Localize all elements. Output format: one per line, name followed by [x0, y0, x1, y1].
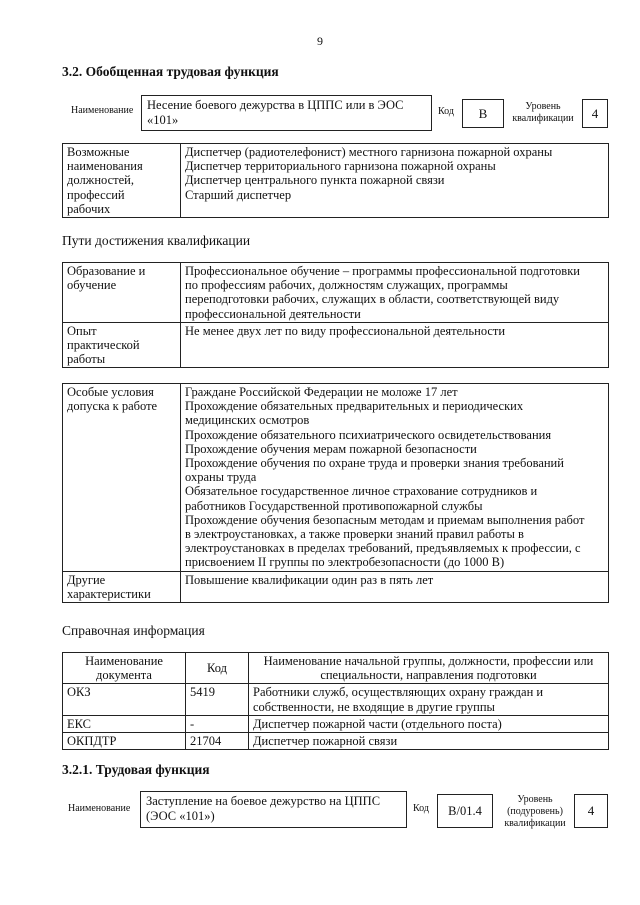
qualification-paths-table	[62, 262, 609, 368]
name-line: собственности, не входящие в другие группы	[253, 699, 495, 714]
header-code: Код	[186, 653, 249, 684]
value-line: присвоением II группы по электробезопасности (до 1000 В)	[185, 555, 505, 570]
experience-label	[63, 322, 181, 368]
label-line: должностей,	[67, 173, 134, 188]
table-row	[63, 144, 609, 218]
value-line: Обязательное государственное личное страхование сотрудников и	[185, 484, 538, 499]
value-line: электроустановках в пределах требований, предъявляемых к профессии, с	[185, 541, 581, 556]
table-row	[63, 384, 609, 572]
name-label: Наименование	[71, 105, 134, 116]
value-line: Не менее двух лет по виду профессиональной деятельности	[185, 323, 506, 338]
value-line: охраны труда	[185, 470, 257, 485]
header-document	[63, 653, 186, 684]
level-label	[508, 101, 578, 125]
ref-code: 5419	[186, 684, 249, 715]
label-line: допуска к работе	[67, 399, 158, 414]
special-conditions-value	[181, 384, 609, 572]
header-line: Наименование	[85, 654, 163, 668]
value-line: Прохождение обучения по охране труда и проверки знания требований	[185, 456, 564, 471]
label-line: Образование и	[67, 264, 146, 278]
level-label-line: квалификации	[504, 818, 566, 829]
label-line: работы	[67, 352, 106, 367]
value-line: переподготовки рабочих, служащих в области, соответствующей виду	[185, 292, 560, 307]
function-name-line: Заступление на боевое дежурство на ЦППС	[146, 794, 381, 808]
other-characteristics-label	[63, 571, 181, 602]
name-line: Диспетчер пожарной части (отдельного поста)	[253, 716, 502, 731]
name-label: Наименование	[68, 803, 131, 814]
level-label-line: Уровень	[525, 101, 561, 112]
value-line: Прохождение обязательного психиатрического освидетельствования	[185, 427, 552, 442]
value-line: Повышение квалификации один раз в пять лет	[185, 572, 434, 587]
function-name-line: «101»	[147, 113, 179, 127]
level-value-box: 4	[582, 99, 608, 128]
level-value-box: 4	[574, 794, 608, 828]
labor-function-name-box	[140, 791, 407, 828]
code-value-box: B/01.4	[437, 794, 493, 828]
level-label-line: Уровень	[517, 794, 553, 805]
subsection-title: 3.2.1. Трудовая функция	[62, 762, 210, 777]
position-item: Диспетчер (радиотелефонист) местного гарнизона пожарной охраны	[185, 145, 553, 159]
special-conditions-label	[63, 384, 181, 572]
positions-table	[62, 143, 609, 218]
header-line: документа	[96, 668, 152, 683]
table-row	[63, 322, 609, 368]
page-number: 9	[317, 34, 323, 48]
value-line: Профессиональное обучение – программы профессиональной подготовки	[185, 264, 580, 278]
label-line: Другие	[67, 572, 106, 587]
position-item: Диспетчер территориального гарнизона пожарной охраны	[185, 159, 496, 174]
name-line: Диспетчер пожарной связи	[253, 734, 398, 749]
ref-doc: ЕКС	[63, 715, 186, 732]
section-title: 3.2. Обобщенная трудовая функция	[62, 64, 279, 79]
positions-label	[63, 144, 181, 218]
ref-doc: ОКПДТР	[63, 733, 186, 750]
ref-name	[249, 733, 609, 750]
label-line: практической	[67, 338, 140, 353]
ref-name	[249, 715, 609, 732]
ref-name	[249, 684, 609, 715]
value-line: профессиональной деятельности	[185, 306, 361, 321]
label-line: обучение	[67, 278, 117, 293]
header-line: специальности, направления подготовки	[320, 668, 537, 683]
ref-code: 21704	[186, 733, 249, 750]
table-row	[63, 715, 609, 732]
code-value-box: B	[462, 99, 504, 128]
position-item: Диспетчер центрального пункта пожарной связи	[185, 173, 445, 188]
value-line: Прохождение обучения мерам пожарной безопасности	[185, 441, 477, 456]
name-line: Работники служб, осуществляющих охрану граждан и	[253, 685, 544, 700]
function-name-box	[141, 95, 432, 131]
table-row	[63, 263, 609, 323]
experience-value	[181, 322, 609, 368]
label-line: характеристики	[67, 586, 151, 601]
code-label: Код	[438, 106, 454, 117]
education-label	[63, 263, 181, 323]
other-characteristics-value	[181, 571, 609, 602]
label-line: профессий	[67, 187, 125, 202]
label-line: наименования	[67, 159, 143, 174]
qualification-paths-title: Пути достижения квалификации	[62, 233, 251, 248]
reference-title: Справочная информация	[62, 623, 205, 638]
table-row	[63, 684, 609, 715]
header-name	[249, 653, 609, 684]
label-line: рабочих	[67, 201, 111, 216]
level-label	[500, 794, 570, 830]
ref-code: -	[186, 715, 249, 732]
table-row	[63, 733, 609, 750]
function-name-line: (ЭОС «101»)	[146, 809, 215, 823]
education-value	[181, 263, 609, 323]
value-line: работников Государственной противопожарной службы	[185, 498, 483, 513]
table-row	[63, 571, 609, 602]
level-label-line: квалификации	[512, 113, 574, 124]
label-line: Опыт	[67, 323, 97, 338]
header-line: Наименование начальной группы, должности, профессии или	[263, 654, 594, 668]
value-line: медицинских осмотров	[185, 413, 310, 428]
label-line: Возможные	[67, 145, 130, 159]
value-line: Прохождение обязательных предварительных и периодических	[185, 399, 524, 414]
positions-list	[181, 144, 609, 218]
value-line: в электроустановках, а также проверки знаний правил работы в	[185, 527, 524, 542]
value-line: Граждане Российской Федерации не моложе 17 лет	[185, 385, 458, 399]
ref-doc: ОКЗ	[63, 684, 186, 715]
reference-table	[62, 652, 609, 750]
value-line: Прохождение обучения безопасным методам и приемам выполнения работ	[185, 512, 585, 527]
position-item: Старший диспетчер	[185, 187, 292, 202]
label-line: Особые условия	[67, 385, 154, 399]
code-label: Код	[413, 803, 429, 814]
conditions-table	[62, 383, 609, 603]
function-name-line: Несение боевого дежурства в ЦППС или в ЭОС	[147, 98, 404, 112]
table-row	[63, 653, 609, 684]
level-label-line: (подуровень)	[507, 806, 563, 817]
value-line: по профессиям рабочих, должностям служащих, программы	[185, 278, 508, 293]
